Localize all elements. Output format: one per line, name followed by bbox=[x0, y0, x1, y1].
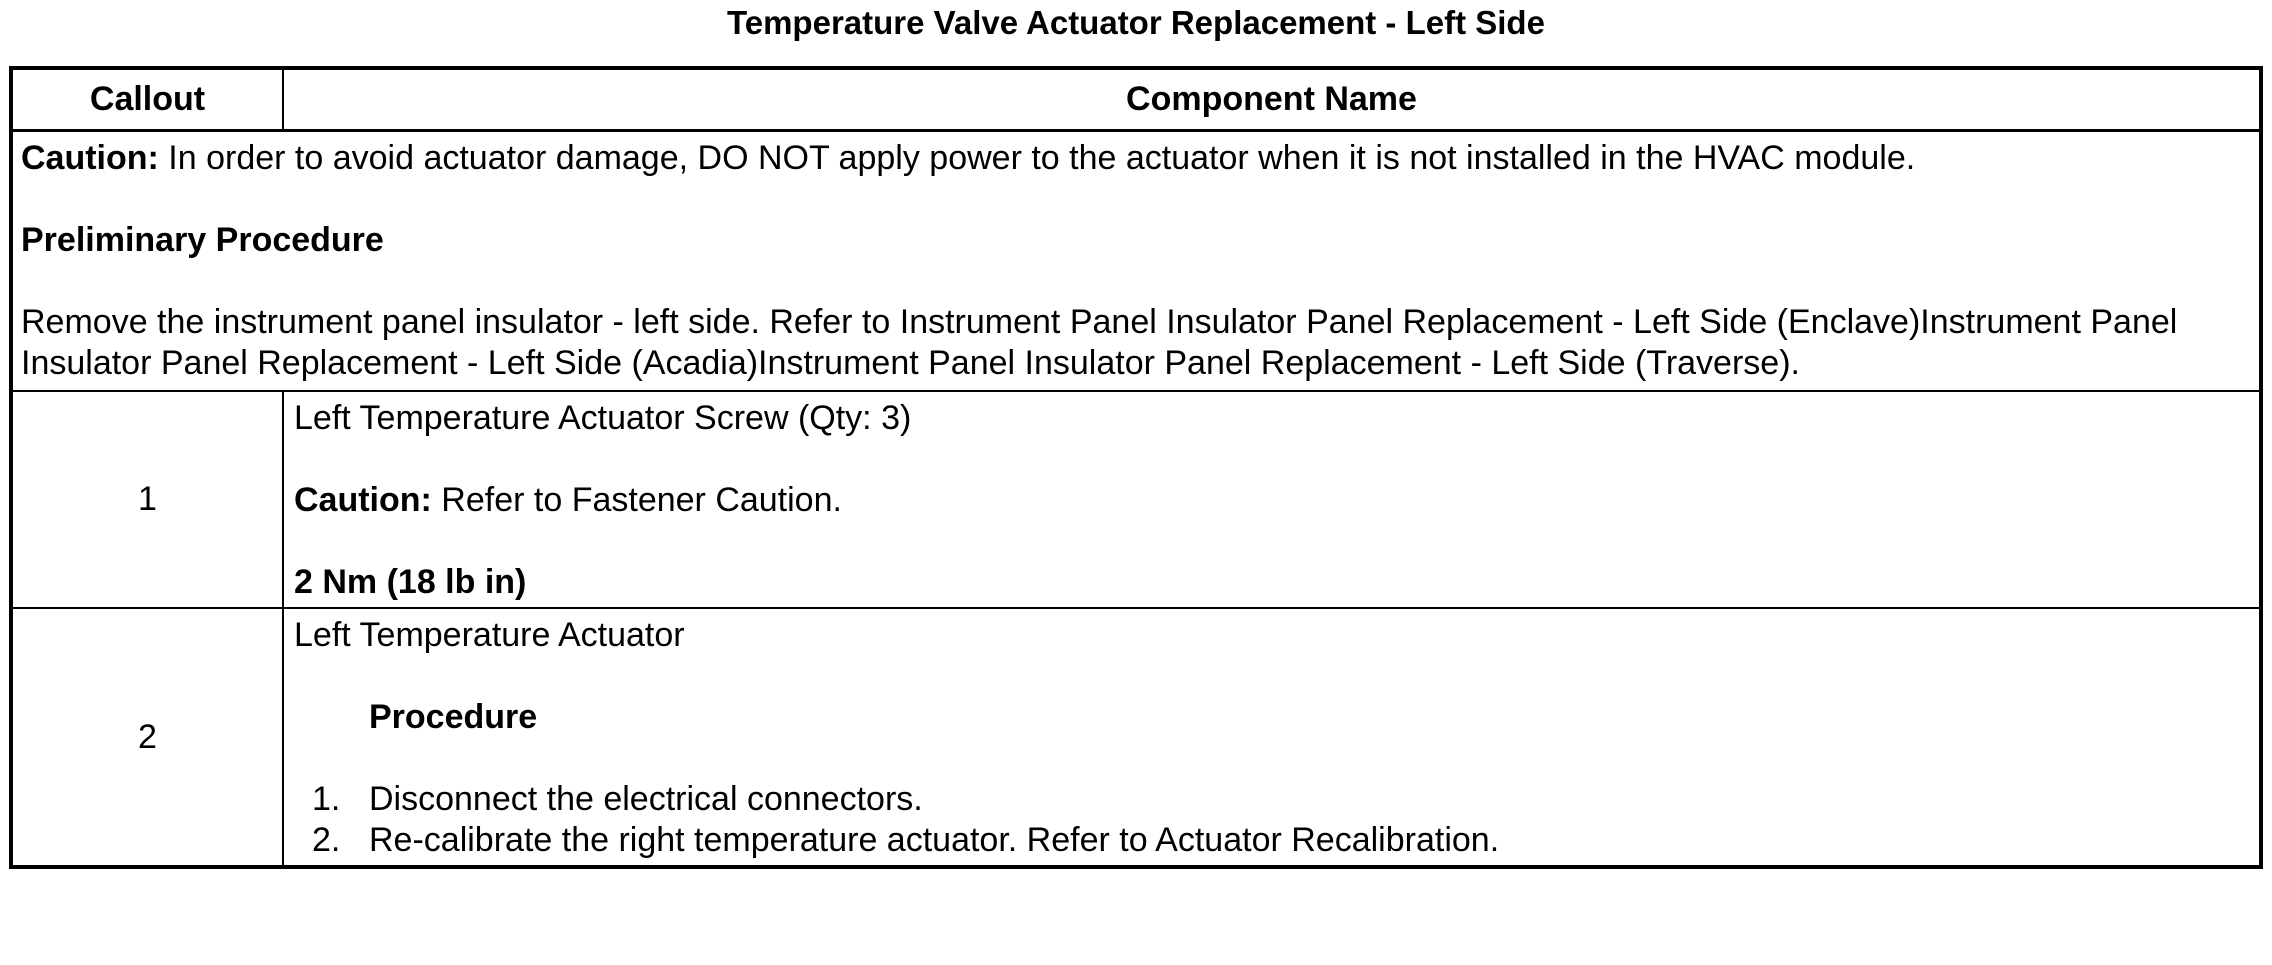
table-row bbox=[11, 391, 2261, 608]
component-name-cell bbox=[283, 608, 2261, 867]
document-title: Temperature Valve Actuator Replacement - Left Side bbox=[727, 4, 1545, 41]
preliminary-row bbox=[11, 131, 2261, 392]
preliminary-cell bbox=[11, 131, 2261, 392]
fastener-caution bbox=[294, 480, 2249, 521]
preliminary-text: Remove the instrument panel insulator - left side. Refer to Instrument Panel Insulator Panel Replacement - Left Side (Enclave)Instrument Panel Insulator Panel Replacement - Left Side (Acadia)Instrument Panel Insulator Panel Replacement - Left Side (Traverse). bbox=[21, 303, 2178, 382]
caution-label: Caution: bbox=[294, 481, 432, 519]
preliminary-caution bbox=[21, 138, 2251, 179]
caution-text: In order to avoid actuator damage, DO NOT apply power to the actuator when it is not installed in the HVAC module. bbox=[158, 139, 1916, 177]
callout-cell: 2 bbox=[11, 608, 283, 867]
table-row bbox=[11, 608, 2261, 867]
component-name: Left Temperature Actuator bbox=[294, 616, 685, 654]
step-number: 2. bbox=[312, 821, 341, 859]
component-name-cell bbox=[283, 391, 2261, 608]
header-component-name: Component Name bbox=[283, 68, 2261, 131]
procedure-step bbox=[294, 820, 2249, 861]
caution-text: Refer to Fastener Caution. bbox=[431, 481, 842, 519]
step-number: 1. bbox=[312, 780, 341, 818]
component-table bbox=[9, 66, 2263, 869]
caution-label: Caution: bbox=[21, 139, 159, 177]
callout-cell: 1 bbox=[11, 391, 283, 608]
table-header-row bbox=[11, 68, 2261, 131]
procedure-heading: Procedure bbox=[369, 698, 538, 736]
torque-spec: 2 Nm (18 lb in) bbox=[294, 563, 527, 601]
preliminary-heading: Preliminary Procedure bbox=[21, 221, 384, 259]
component-name: Left Temperature Actuator Screw (Qty: 3) bbox=[294, 399, 912, 437]
header-callout: Callout bbox=[11, 68, 283, 131]
step-text: Re-calibrate the right temperature actuator. Refer to Actuator Recalibration. bbox=[369, 821, 1500, 859]
procedure-step bbox=[294, 779, 2249, 820]
step-text: Disconnect the electrical connectors. bbox=[369, 780, 923, 818]
procedure-steps bbox=[294, 779, 2249, 861]
